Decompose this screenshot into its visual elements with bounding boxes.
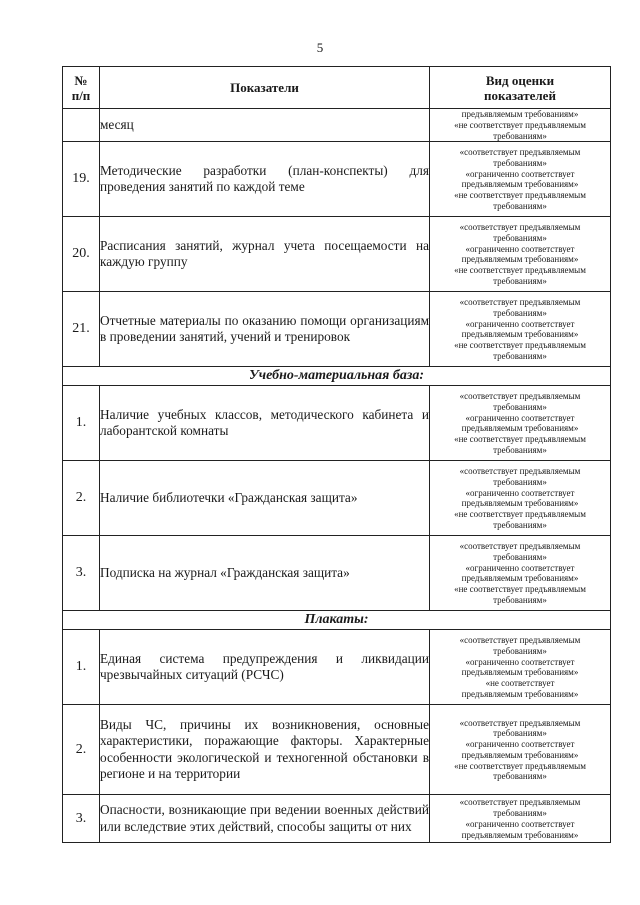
evaluation-line: «ограниченно соответствует [465, 739, 575, 750]
evaluation-cell [430, 142, 611, 217]
evaluation-line: «не соответствует предъявляемым [454, 190, 586, 201]
evaluation-line: «не соответствует предъявляемым [454, 119, 586, 130]
evaluation-line: требованиям» [493, 808, 547, 819]
section-row [63, 367, 611, 386]
table-row [63, 461, 611, 536]
row-number: 1. [63, 386, 100, 461]
header-number-symbol: № [74, 72, 88, 88]
indicator-text: Подписка на журнал «Гражданская защита» [100, 565, 350, 581]
evaluation-line: «не соответствует [485, 678, 555, 689]
evaluation-line: предъявляемым требованиям» [461, 749, 579, 760]
table-body [63, 109, 611, 843]
table-row [63, 292, 611, 367]
indicator-text: Наличие учебных классов, методического кабинета и лаборантской комнаты [100, 406, 429, 439]
evaluation-line: требованиям» [493, 645, 547, 656]
indicator-text: месяц [100, 116, 134, 132]
evaluation-cell [430, 795, 611, 843]
header-evaluation-line2: показателей [484, 87, 556, 103]
evaluation-line: требованиям» [493, 200, 547, 211]
indicator-text: Методические разработки (план-конспекты) для проведения занятий по каждой теме [100, 162, 429, 195]
indicator-cell [100, 461, 430, 536]
evaluation-line: требованиям» [493, 401, 547, 412]
evaluation-line: предъявляемым требованиям» [461, 423, 579, 434]
evaluation-line: «соответствует предъявляемым [459, 147, 581, 157]
table-row [63, 217, 611, 292]
header-indicators-cell: Показатели [100, 67, 430, 109]
evaluation-line: «соответствует предъявляемым [459, 635, 581, 645]
evaluation-line: «не соответствует предъявляемым [454, 434, 586, 445]
table-row [63, 109, 611, 142]
evaluation-line: «ограниченно соответствует [465, 562, 575, 573]
evaluation-line: «ограниченно соответствует [465, 818, 575, 829]
row-number: 3. [63, 536, 100, 611]
indicator-cell [100, 386, 430, 461]
evaluation-line: «соответствует предъявляемым [459, 717, 581, 728]
evaluation-line: предъявляемым требованиям» [461, 109, 579, 119]
row-number: 21. [63, 292, 100, 367]
evaluation-cell [430, 461, 611, 536]
table-row [63, 142, 611, 217]
indicator-text: Опасности, возникающие при ведении военных действий или вследствие этих действий, способы защиты от них [100, 802, 429, 834]
evaluation-cell [430, 536, 611, 611]
evaluation-line: «соответствует предъявляемым [459, 466, 581, 476]
evaluation-line: требованиям» [493, 157, 547, 168]
header-evaluation-line1: Вид оценки [485, 72, 555, 88]
evaluation-line: предъявляемым требованиям» [461, 254, 579, 265]
section-title: Учебно-материальная база: [63, 367, 611, 386]
indicator-cell [100, 217, 430, 292]
evaluation-cell [430, 292, 611, 367]
indicator-text: Виды ЧС, причины их возникновения, основные характеристики, поражающие факторы. Характерные особенности экологической и техногенной обстановки в регионе и на территории [100, 716, 429, 782]
indicator-cell [100, 142, 430, 217]
evaluation-cell [430, 109, 611, 142]
evaluation-line: требованиям» [493, 519, 547, 530]
indicator-text: Отчетные материалы по оказанию помощи организациям в проведении занятий, учений и тренировок [100, 312, 429, 345]
evaluation-line: требованиям» [493, 130, 547, 141]
section-row [63, 611, 611, 630]
table-row [63, 536, 611, 611]
evaluation-line: предъявляемым требованиям» [461, 829, 579, 840]
evaluation-line: «ограниченно соответствует [465, 656, 575, 667]
table-row [63, 630, 611, 705]
evaluation-line: «ограниченно соответствует [465, 487, 575, 498]
evaluation-line: требованиям» [493, 307, 547, 318]
indicator-cell [100, 536, 430, 611]
evaluation-line: требованиям» [493, 728, 547, 739]
evaluation-line: требованиям» [493, 594, 547, 605]
indicator-cell [100, 630, 430, 705]
indicator-cell [100, 705, 430, 795]
evaluation-line: предъявляемым требованиям» [461, 573, 579, 584]
row-number: 2. [63, 461, 100, 536]
evaluation-cell [430, 217, 611, 292]
evaluation-line: «не соответствует предъявляемым [454, 509, 586, 520]
evaluation-line: «ограниченно соответствует [465, 243, 575, 254]
evaluation-line: предъявляемым требованиям» [461, 688, 579, 699]
evaluation-line: «соответствует предъявляемым [459, 797, 581, 808]
indicator-cell [100, 109, 430, 142]
evaluation-line: предъявляемым требованиям» [461, 667, 579, 678]
indicators-table [62, 66, 611, 843]
row-number: 20. [63, 217, 100, 292]
evaluation-line: требованиям» [493, 350, 547, 361]
row-number: 3. [63, 795, 100, 843]
header-number-cell [63, 67, 100, 109]
evaluation-line: «не соответствует предъявляемым [454, 584, 586, 595]
evaluation-line: требованиям» [493, 232, 547, 243]
table-row [63, 386, 611, 461]
evaluation-cell [430, 630, 611, 705]
evaluation-line: требованиям» [493, 444, 547, 455]
row-number: 1. [63, 630, 100, 705]
evaluation-line: «ограниченно соответствует [465, 412, 575, 423]
page-number: 5 [316, 40, 324, 55]
evaluation-cell [430, 386, 611, 461]
evaluation-line: «соответствует предъявляемым [459, 541, 581, 551]
evaluation-line: требованиям» [493, 275, 547, 286]
indicator-text: Расписания занятий, журнал учета посещаемости на каждую группу [100, 237, 429, 270]
evaluation-line: «соответствует предъявляемым [459, 222, 581, 232]
table-row [63, 795, 611, 843]
evaluation-line: требованиям» [493, 551, 547, 562]
evaluation-line: «соответствует предъявляемым [459, 391, 581, 401]
indicator-cell [100, 292, 430, 367]
evaluation-line: «не соответствует предъявляемым [454, 340, 586, 351]
indicator-text: Единая система предупреждения и ликвидации чрезвычайных ситуаций (РСЧС) [100, 650, 429, 683]
evaluation-line: «ограниченно соответствует [465, 168, 575, 179]
row-number: 2. [63, 705, 100, 795]
evaluation-line: предъявляемым требованиям» [461, 179, 579, 190]
evaluation-line: предъявляемым требованиям» [461, 498, 579, 509]
evaluation-line: требованиям» [493, 771, 547, 782]
indicator-cell [100, 795, 430, 843]
evaluation-line: предъявляемым требованиям» [461, 329, 579, 340]
header-number-abbr: п/п [71, 87, 91, 103]
evaluation-line: «не соответствует предъявляемым [454, 760, 586, 771]
table-header-row [63, 67, 611, 109]
evaluation-line: «не соответствует предъявляемым [454, 265, 586, 276]
evaluation-line: требованиям» [493, 476, 547, 487]
evaluation-line: «ограниченно соответствует [465, 318, 575, 329]
evaluation-line: «соответствует предъявляемым [459, 297, 581, 307]
row-number [63, 109, 100, 142]
table-row [63, 705, 611, 795]
evaluation-cell [430, 705, 611, 795]
section-title: Плакаты: [63, 611, 611, 630]
indicator-text: Наличие библиотечки «Гражданская защита» [100, 490, 358, 506]
row-number: 19. [63, 142, 100, 217]
header-evaluation-cell [430, 67, 611, 109]
